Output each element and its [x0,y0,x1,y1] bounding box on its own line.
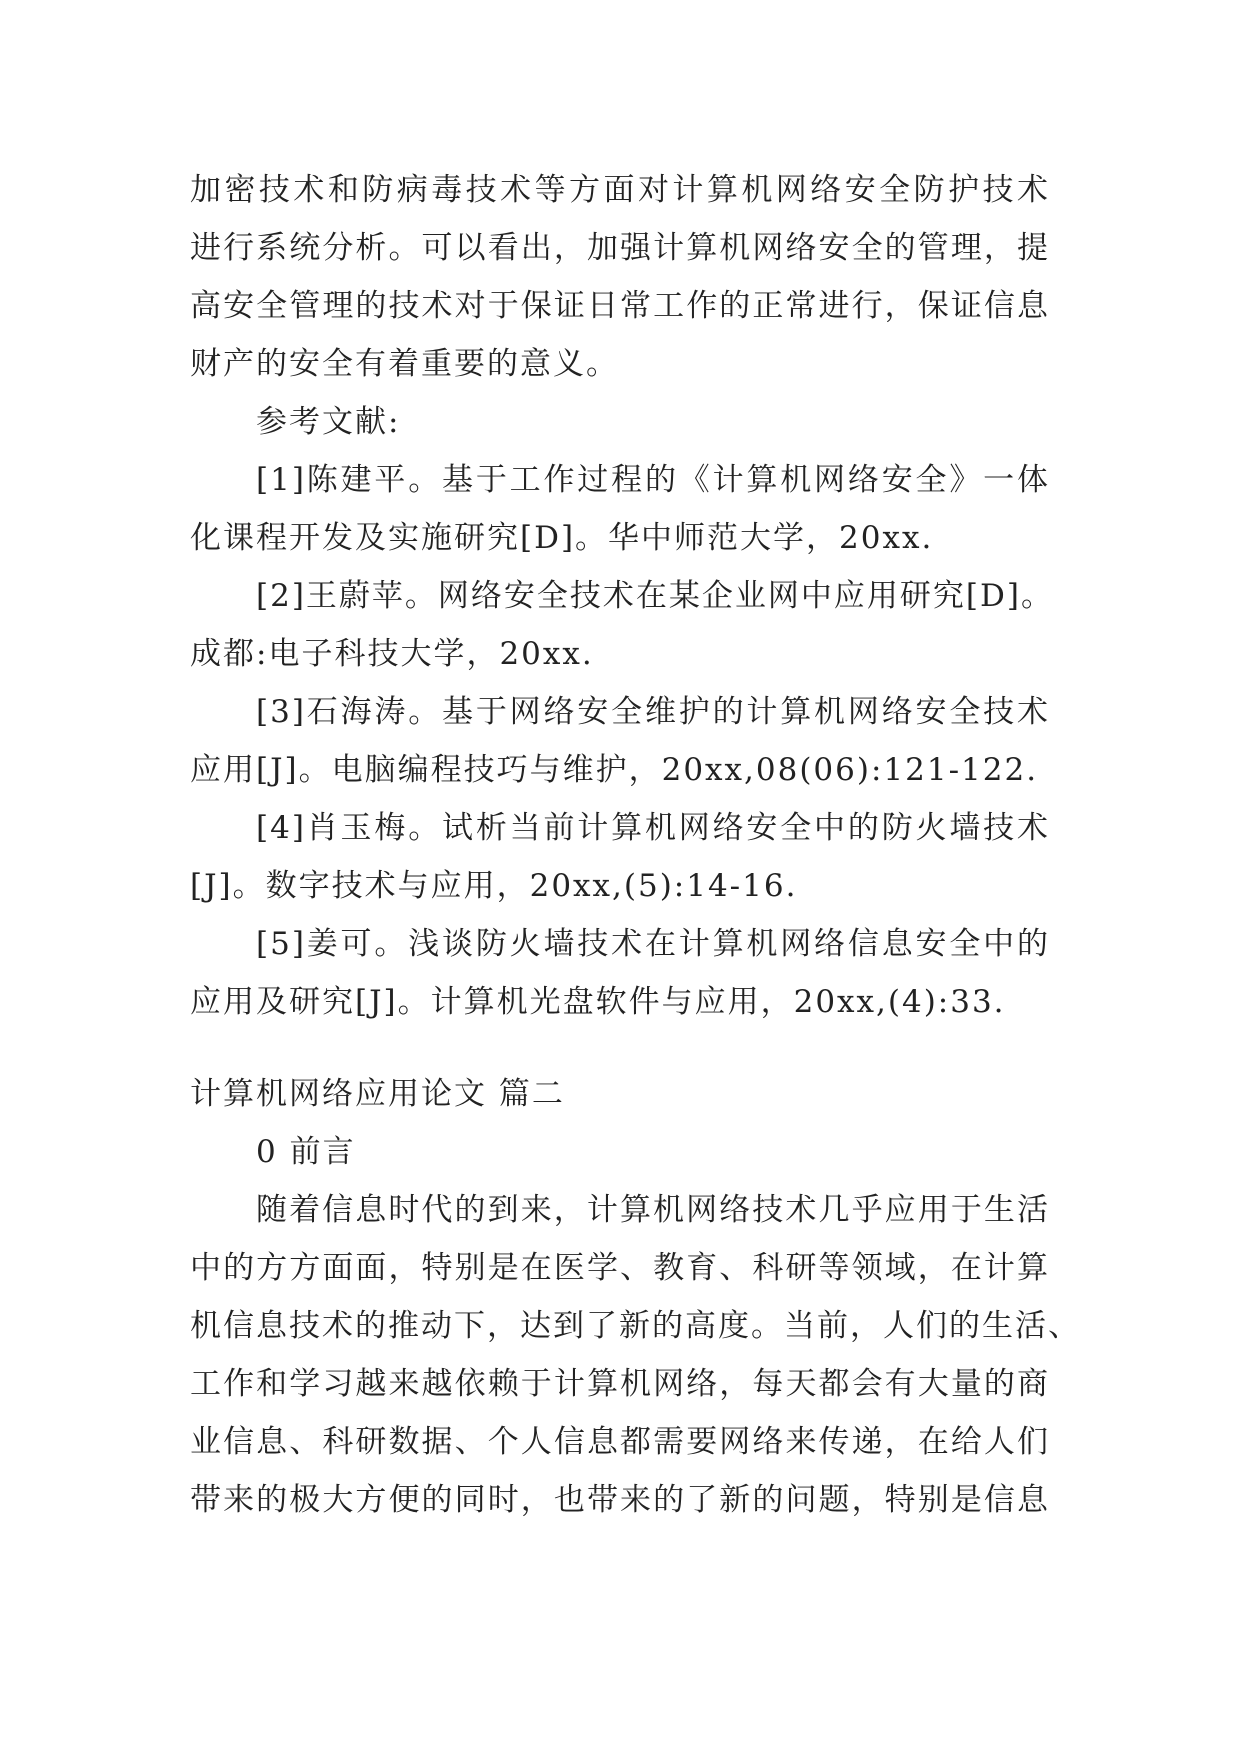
section-title: 计算机网络应用论文 篇二 [190,1076,565,1112]
paragraph-line: 随着信息时代的到来，计算机网络技术几乎应用于生活 [256,1192,1050,1228]
paragraph-line: 财产的安全有着重要的意义。 [190,346,619,382]
reference-line: 应用[J]。电脑编程技巧与维护，20xx,08(06):121-122. [190,752,1039,788]
references-heading: 参考文献: [256,404,401,440]
paragraph-line: 带来的极大方便的同时，也带来的了新的问题，特别是信息 [190,1482,1050,1518]
reference-line: 化课程开发及实施研究[D]。华中师范大学，20xx. [190,520,934,556]
paragraph-line: 工作和学习越来越依赖于计算机网络，每天都会有大量的商 [190,1366,1050,1402]
paragraph-line: 进行系统分析。可以看出，加强计算机网络安全的管理，提 [190,230,1050,266]
reference-line: [5]姜可。浅谈防火墙技术在计算机网络信息安全中的 [256,926,1050,962]
reference-line: [1]陈建平。基于工作过程的《计算机网络安全》一体 [256,462,1050,498]
section-subtitle: 0 前言 [256,1134,356,1170]
paragraph-line: 中的方方面面，特别是在医学、教育、科研等领域，在计算 [190,1250,1050,1286]
paragraph-line: 加密技术和防病毒技术等方面对计算机网络安全防护技术 [190,172,1050,208]
reference-line: [4]肖玉梅。试析当前计算机网络安全中的防火墙技术 [256,810,1050,846]
reference-line: 成都:电子科技大学，20xx. [190,636,594,672]
reference-line: [J]。数字技术与应用，20xx,(5):14-16. [190,868,798,904]
paragraph-line: 业信息、科研数据、个人信息都需要网络来传递，在给人们 [190,1424,1050,1460]
reference-line: [2]王蔚苹。网络安全技术在某企业网中应用研究[D]。 [256,578,1054,614]
reference-line: 应用及研究[J]。计算机光盘软件与应用，20xx,(4):33. [190,984,1006,1020]
paragraph-line: 高安全管理的技术对于保证日常工作的正常进行，保证信息 [190,288,1050,324]
reference-line: [3]石海涛。基于网络安全维护的计算机网络安全技术 [256,694,1050,730]
paragraph-line: 机信息技术的推动下，达到了新的高度。当前，人们的生活、 [190,1308,1081,1344]
